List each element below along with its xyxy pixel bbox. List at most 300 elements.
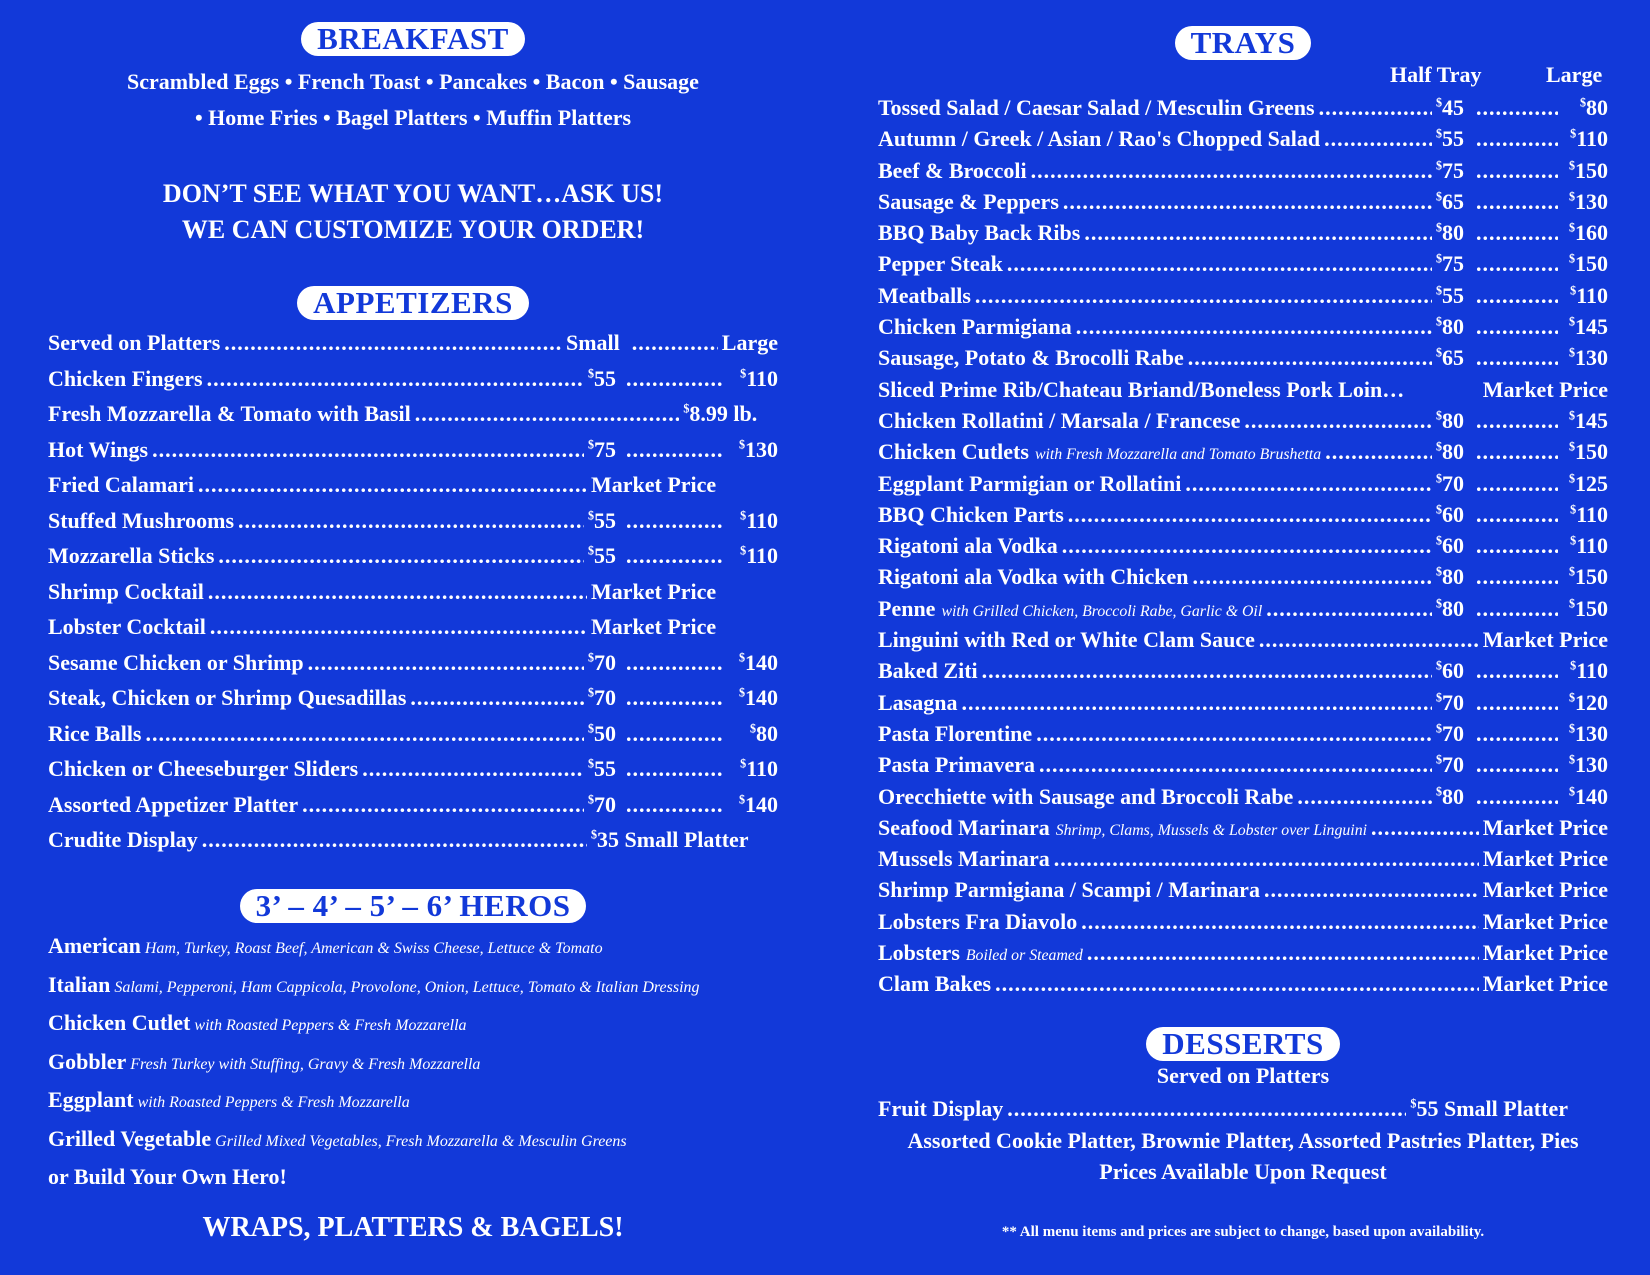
- leader-dots: [626, 787, 722, 823]
- tray-large-price: [1562, 186, 1608, 217]
- appetizer-row: [48, 822, 778, 858]
- tray-row: [878, 655, 1608, 686]
- leader-dots: [1185, 468, 1432, 499]
- currency-symbol: $: [1436, 126, 1443, 141]
- tray-row: [878, 123, 1608, 154]
- currency-symbol: $: [1568, 439, 1575, 454]
- tray-half-price: [1436, 123, 1472, 154]
- tray-large-price: [1562, 123, 1608, 154]
- tray-large-price-value: 110: [1576, 501, 1608, 527]
- tray-name: Pasta Florentine: [878, 720, 1033, 746]
- tray-name: Lobsters: [878, 940, 960, 966]
- currency-symbol: $: [740, 756, 747, 771]
- appetizer-name: Lobster Cocktail: [48, 614, 206, 639]
- appetizer-small-price: [588, 645, 622, 681]
- breakfast-line-1: Scrambled Eggs • French Toast • Pancakes • Bacon • Sausage: [127, 69, 699, 94]
- disclaimer: ** All menu items and prices are subject to change, based upon availability.: [1001, 1224, 1485, 1240]
- desserts-heading: [878, 1027, 1608, 1061]
- appetizer-row: [48, 787, 778, 823]
- currency-symbol: $: [1436, 690, 1443, 705]
- currency-symbol: $: [588, 792, 595, 807]
- leader-dots: [1081, 906, 1479, 937]
- tray-description: with Grilled Chicken, Broccoli Rabe, Garlic & Oil: [941, 602, 1263, 620]
- tray-large-price: [1562, 781, 1608, 812]
- currency-symbol: $: [1570, 658, 1577, 673]
- leader-dots: [626, 716, 722, 752]
- tray-row: [878, 468, 1608, 499]
- leader-dots: [218, 538, 584, 574]
- currency-symbol: $: [588, 437, 595, 452]
- tray-large-price: [1562, 561, 1608, 592]
- tray-row: [878, 155, 1608, 186]
- tray-row: [878, 530, 1608, 561]
- tray-large-price-value: 150: [1575, 564, 1608, 590]
- tray-row: [878, 687, 1608, 718]
- tray-row: [878, 968, 1608, 999]
- tray-price: Market Price: [1482, 846, 1608, 872]
- tray-name: Shrimp Parmigiana / Scampi / Marinara: [878, 877, 1260, 903]
- tray-name: Lobsters Fra Diavolo: [878, 908, 1078, 934]
- appetizer-name: Stuffed Mushrooms: [48, 507, 235, 533]
- leader-dots: [1007, 248, 1432, 279]
- appetizer-name: Hot Wings: [48, 436, 149, 462]
- currency-symbol: $: [1436, 283, 1443, 298]
- currency-symbol: $: [740, 366, 747, 381]
- leader-dots: [1476, 718, 1558, 749]
- appetizer-small-price: [588, 361, 622, 397]
- currency-symbol: $: [1568, 345, 1575, 360]
- tray-price: Market Price: [1482, 908, 1608, 934]
- appetizers-heading: [48, 286, 778, 320]
- tray-name: Baked Ziti: [878, 658, 978, 684]
- tray-large-price: [1562, 217, 1608, 248]
- appetizers-title: APPETIZERS: [297, 286, 529, 320]
- tray-large-price: [1562, 342, 1608, 373]
- hero-description: with Roasted Peppers & Fresh Mozzarella: [194, 1017, 467, 1034]
- tray-large-price-value: 150: [1575, 439, 1608, 465]
- leader-dots: [1244, 405, 1432, 436]
- currency-symbol: $: [1436, 596, 1443, 611]
- tray-large-price-value: 130: [1575, 752, 1608, 778]
- leader-dots: [1087, 937, 1479, 968]
- leader-dots: [632, 325, 718, 361]
- appetizer-large-price: [726, 432, 778, 468]
- appetizers-header-label: Served on Platters: [48, 330, 221, 355]
- tray-large-price-value: 145: [1575, 314, 1608, 340]
- appetizer-name: Sesame Chicken or Shrimp: [48, 649, 304, 675]
- appetizer-large-price: [726, 503, 778, 539]
- tray-large-price-value: 145: [1575, 407, 1608, 433]
- leader-dots: [626, 361, 722, 397]
- currency-symbol: $: [1568, 408, 1575, 423]
- leader-dots: [1264, 874, 1479, 905]
- tray-name: Pasta Primavera: [878, 752, 1035, 778]
- tray-row: [878, 499, 1608, 530]
- leader-dots: [1062, 530, 1432, 561]
- appetizer-row: [48, 538, 778, 574]
- currency-symbol: $: [1570, 502, 1577, 517]
- tray-row: [878, 436, 1608, 467]
- currency-symbol: $: [1570, 126, 1577, 141]
- hero-description: Ham, Turkey, Roast Beef, American & Swiss Cheese, Lettuce & Tomato: [144, 940, 603, 957]
- tray-half-price: [1436, 561, 1472, 592]
- tray-large-price-value: 130: [1575, 345, 1608, 371]
- appetizer-large-price-value: 140: [745, 791, 778, 817]
- tray-half-price: [1436, 655, 1472, 686]
- tray-name: Lasagna: [878, 689, 958, 715]
- leader-dots: [410, 680, 584, 716]
- tray-name: Tossed Salad / Caesar Salad / Mesculin Greens: [878, 95, 1315, 120]
- leader-dots: [1476, 155, 1558, 186]
- tray-description: Boiled or Steamed: [965, 947, 1083, 965]
- appetizer-price: Market Price: [591, 578, 717, 604]
- leader-dots: [1476, 405, 1558, 436]
- tray-half-price: [1436, 718, 1472, 749]
- tray-large-price-value: 110: [1576, 282, 1608, 308]
- leader-dots: [975, 280, 1432, 311]
- leader-dots: [626, 645, 722, 681]
- appetizer-large-price-value: 110: [746, 756, 778, 781]
- breakfast-heading: [48, 22, 778, 56]
- tray-name: Clam Bakes: [878, 971, 992, 997]
- tray-row: [878, 248, 1608, 279]
- tray-price: Market Price: [1482, 877, 1608, 903]
- tray-price: Market Price: [1482, 627, 1608, 653]
- appetizer-small-price: [588, 432, 622, 468]
- currency-symbol: $: [1436, 784, 1443, 799]
- appetizer-small-price: [588, 503, 622, 539]
- appetizer-large-price-value: 130: [745, 436, 778, 462]
- tray-row: [878, 405, 1608, 436]
- tray-half-price: [1436, 217, 1472, 248]
- tray-half-price-value: 70: [1442, 470, 1465, 496]
- currency-symbol: $: [738, 685, 745, 700]
- heros-list: [48, 928, 778, 1195]
- leader-dots: [1476, 217, 1558, 248]
- trays-half-header: Half Tray: [1390, 62, 1482, 87]
- leader-dots: [1476, 499, 1558, 530]
- hero-description: with Roasted Peppers & Fresh Mozzarella: [137, 1094, 410, 1111]
- appetizer-name: Steak, Chicken or Shrimp Quesadillas: [48, 685, 407, 710]
- appetizer-row: [48, 361, 778, 397]
- leader-dots: [626, 680, 722, 716]
- tray-half-price: [1436, 436, 1472, 467]
- currency-symbol: $: [1436, 752, 1443, 767]
- leader-dots: [626, 503, 722, 539]
- tray-row: [878, 217, 1608, 248]
- tray-half-price-value: 55: [1442, 126, 1465, 152]
- appetizer-price-value: 35 Small Platter: [597, 827, 749, 852]
- appetizer-row: [48, 645, 778, 681]
- hero-name: Gobbler: [48, 1048, 127, 1074]
- tray-half-price: [1436, 781, 1472, 812]
- desserts-line-2: Prices Available Upon Request: [1099, 1159, 1387, 1184]
- appetizer-small-price-value: 70: [594, 685, 617, 710]
- currency-symbol: $: [588, 650, 595, 665]
- tray-name: Penne: [878, 595, 936, 621]
- appetizer-row: [48, 680, 778, 716]
- currency-symbol: $: [738, 437, 745, 452]
- currency-symbol: $: [1568, 471, 1575, 486]
- appetizers-small-header: Small: [566, 330, 620, 355]
- tray-half-price-value: 70: [1442, 752, 1465, 778]
- fruit-display-name: Fruit Display: [878, 1096, 1004, 1121]
- tray-description: Shrimp, Clams, Mussels & Lobster over Linguini: [1055, 821, 1368, 839]
- trays-heading: [878, 26, 1608, 60]
- appetizer-small-price-value: 8.99 lb.: [689, 401, 758, 426]
- appetizer-large-price: [726, 538, 778, 574]
- currency-symbol: $: [1436, 471, 1443, 486]
- appetizer-price: [591, 822, 778, 858]
- leader-dots: [1476, 530, 1558, 561]
- appetizer-large-price: [726, 645, 778, 681]
- tray-row: [878, 342, 1608, 373]
- hero-item: [48, 1121, 778, 1160]
- trays-title: TRAYS: [1175, 26, 1312, 60]
- leader-dots: [1476, 186, 1558, 217]
- leader-dots: [1054, 843, 1479, 874]
- tray-row: [878, 186, 1608, 217]
- currency-symbol: $: [1568, 752, 1575, 767]
- tray-row: [878, 374, 1608, 405]
- currency-symbol: $: [588, 366, 595, 381]
- hero-name: Eggplant: [48, 1087, 134, 1112]
- currency-symbol: $: [738, 792, 745, 807]
- hero-name: American: [48, 933, 141, 958]
- tray-half-price-value: 65: [1442, 345, 1465, 371]
- appetizer-small-price-value: 55: [594, 543, 617, 568]
- tray-row: [878, 311, 1608, 342]
- leader-dots: [626, 538, 722, 574]
- desserts-list: [878, 1093, 1568, 1124]
- appetizer-name: Assorted Appetizer Platter: [48, 791, 299, 817]
- appetizer-large-price: [726, 716, 778, 752]
- hero-description: Fresh Turkey with Stuffing, Gravy & Fresh Mozzarella: [130, 1055, 481, 1073]
- appetizer-small-price-value: 55: [594, 507, 617, 533]
- appetizers-list: [48, 325, 778, 858]
- breakfast-line-2: • Home Fries • Bagel Platters • Muffin Platters: [194, 105, 632, 130]
- tray-large-price: [1562, 655, 1608, 686]
- tray-name: Seafood Marinara: [878, 814, 1050, 840]
- appetizer-name: Chicken Fingers: [48, 365, 203, 391]
- tray-large-price-value: 110: [1576, 533, 1608, 559]
- leader-dots: [208, 574, 587, 610]
- currency-symbol: $: [1568, 189, 1575, 204]
- currency-symbol: $: [1570, 533, 1577, 548]
- currency-symbol: $: [1568, 690, 1575, 705]
- leader-dots: [1319, 92, 1432, 123]
- breakfast-items: [48, 64, 778, 136]
- leader-dots: [415, 396, 680, 432]
- appetizer-row: [48, 716, 778, 752]
- tray-half-price: [1436, 342, 1472, 373]
- tray-name: BBQ Chicken Parts: [878, 501, 1064, 527]
- leader-dots: [1259, 624, 1479, 655]
- currency-symbol: $: [1568, 314, 1575, 329]
- ellipsis: …: [1382, 376, 1405, 402]
- currency-symbol: $: [1568, 596, 1575, 611]
- leader-dots: [1036, 718, 1432, 749]
- leader-dots: [1297, 781, 1432, 812]
- tray-name: Beef & Broccoli: [878, 157, 1027, 183]
- tray-half-price-value: 80: [1442, 783, 1465, 809]
- tray-row: [878, 561, 1608, 592]
- promo-line-2: WE CAN CUSTOMIZE YOUR ORDER!: [181, 215, 645, 244]
- appetizer-small-price: [588, 751, 622, 787]
- fruit-display-price: $55 Small Platter: [1410, 1096, 1568, 1121]
- appetizer-name: Chicken or Cheeseburger Sliders: [48, 756, 359, 781]
- tray-row: [878, 781, 1608, 812]
- currency-symbol: $: [740, 543, 747, 558]
- appetizer-large-price-value: 140: [745, 685, 778, 710]
- leader-dots: [1476, 561, 1558, 592]
- appetizer-small-price: [588, 787, 622, 823]
- tray-large-price: [1562, 718, 1608, 749]
- tray-large-price-value: 150: [1575, 595, 1608, 621]
- currency-symbol: $: [588, 756, 595, 771]
- tray-half-price: [1436, 280, 1472, 311]
- tray-half-price-value: 80: [1442, 220, 1465, 246]
- tray-half-price: [1436, 593, 1472, 624]
- leader-dots: [1476, 468, 1558, 499]
- appetizer-large-price-value: 80: [756, 720, 778, 746]
- appetizer-small-price: [683, 396, 757, 432]
- tray-half-price: [1436, 248, 1472, 279]
- desserts-notes: [878, 1125, 1608, 1187]
- hero-item: [48, 1005, 778, 1044]
- tray-large-price-value: 110: [1576, 658, 1608, 684]
- tray-row: [878, 92, 1608, 123]
- appetizer-name: Crudite Display: [48, 827, 198, 852]
- tray-price: Market Price: [1482, 814, 1608, 840]
- tray-name: Mussels Marinara: [878, 846, 1050, 872]
- currency-symbol: $: [1568, 784, 1575, 799]
- promo-message: [48, 176, 778, 248]
- tray-large-price-value: 125: [1575, 470, 1608, 496]
- leader-dots: [308, 645, 584, 681]
- tray-half-price: [1436, 687, 1472, 718]
- currency-symbol: $: [1570, 283, 1577, 298]
- tray-large-price: [1562, 248, 1608, 279]
- leader-dots: [1476, 436, 1558, 467]
- currency-symbol: $: [1436, 658, 1443, 673]
- wraps-banner: WRAPS, PLATTERS & BAGELS!: [202, 1212, 624, 1243]
- trays-large-header: Large: [1546, 62, 1603, 87]
- leader-dots: [1476, 781, 1558, 812]
- tray-name: Sausage, Potato & Brocolli Rabe: [878, 345, 1184, 371]
- leader-dots: [1193, 561, 1432, 592]
- leader-dots: [1007, 1093, 1406, 1124]
- appetizer-row: [48, 751, 778, 787]
- currency-symbol: $: [588, 685, 595, 700]
- tray-row: [878, 593, 1608, 624]
- currency-symbol: $: [1436, 158, 1443, 173]
- leader-dots: [238, 503, 584, 539]
- appetizer-small-price-value: 70: [594, 649, 617, 675]
- leader-dots: [152, 432, 584, 468]
- tray-half-price-value: 80: [1442, 595, 1465, 621]
- leader-dots: [1476, 248, 1558, 279]
- leader-dots: [995, 968, 1479, 999]
- appetizer-name: Fresh Mozzarella & Tomato with Basil: [48, 401, 411, 426]
- tray-half-price-value: 80: [1442, 407, 1465, 433]
- leader-dots: [198, 467, 587, 503]
- heros-heading: [48, 889, 778, 923]
- currency-symbol: $: [1436, 408, 1443, 423]
- tray-large-price-value: 150: [1575, 251, 1608, 277]
- currency-symbol: $: [1436, 533, 1443, 548]
- leader-dots: [1188, 342, 1432, 373]
- appetizer-name: Mozzarella Sticks: [48, 543, 215, 568]
- tray-name: Sausage & Peppers: [878, 188, 1059, 214]
- leader-dots: [1476, 123, 1558, 154]
- trays-list: [878, 92, 1608, 1000]
- tray-large-price: [1562, 593, 1608, 624]
- currency-symbol: $: [1568, 564, 1575, 579]
- hero-item: [48, 928, 778, 967]
- leader-dots: [1325, 436, 1432, 467]
- leader-dots: [961, 687, 1432, 718]
- leader-dots: [982, 655, 1432, 686]
- tray-half-price: [1436, 92, 1472, 123]
- tray-price: Market Price: [1482, 940, 1608, 966]
- appetizer-name: Fried Calamari: [48, 472, 195, 497]
- leader-dots: [1476, 593, 1558, 624]
- tray-name: BBQ Baby Back Ribs: [878, 220, 1081, 246]
- leader-dots: [1476, 342, 1558, 373]
- leader-dots: [1476, 655, 1558, 686]
- tray-large-price: [1562, 92, 1608, 123]
- leader-dots: [626, 432, 722, 468]
- tray-large-price-value: 80: [1586, 95, 1608, 120]
- tray-description: with Fresh Mozzarella and Tomato Brushetta: [1034, 446, 1322, 464]
- tray-name: Rigatoni ala Vodka: [878, 533, 1058, 559]
- currency-symbol: $: [1568, 158, 1575, 173]
- leader-dots: [210, 609, 587, 645]
- appetizer-small-price-value: 50: [594, 720, 617, 746]
- leader-dots: [626, 751, 722, 787]
- currency-symbol: $: [1436, 564, 1443, 579]
- tray-name: Pepper Steak: [878, 251, 1003, 277]
- currency-symbol: $: [1436, 721, 1443, 736]
- breakfast-title: BREAKFAST: [301, 22, 525, 56]
- appetizer-small-price: [588, 716, 622, 752]
- appetizer-row: [48, 503, 778, 539]
- appetizer-large-price: [726, 361, 778, 397]
- tray-large-price-value: 160: [1575, 220, 1608, 246]
- tray-half-price-value: 80: [1442, 564, 1465, 590]
- currency-symbol: $: [1436, 189, 1443, 204]
- tray-name: Chicken Parmigiana: [878, 314, 1072, 340]
- leader-dots: [302, 787, 584, 823]
- appetizers-large-header: Large: [721, 330, 778, 355]
- appetizer-large-price: [726, 751, 778, 787]
- tray-half-price-value: 55: [1442, 282, 1465, 308]
- leader-dots: [1476, 749, 1558, 780]
- currency-symbol: $: [1436, 502, 1443, 517]
- desserts-title: DESSERTS: [1146, 1027, 1339, 1061]
- hero-name: Italian: [48, 971, 111, 997]
- tray-half-price-value: 60: [1442, 533, 1465, 559]
- tray-large-price: [1562, 436, 1608, 467]
- hero-item: [48, 967, 778, 1006]
- currency-symbol: $: [1568, 721, 1575, 736]
- tray-half-price: [1436, 530, 1472, 561]
- tray-row: [878, 749, 1608, 780]
- tray-name: Orecchiette with Sausage and Broccoli Rabe: [878, 783, 1294, 809]
- currency-symbol: $: [588, 508, 595, 523]
- currency-symbol: $: [588, 721, 595, 736]
